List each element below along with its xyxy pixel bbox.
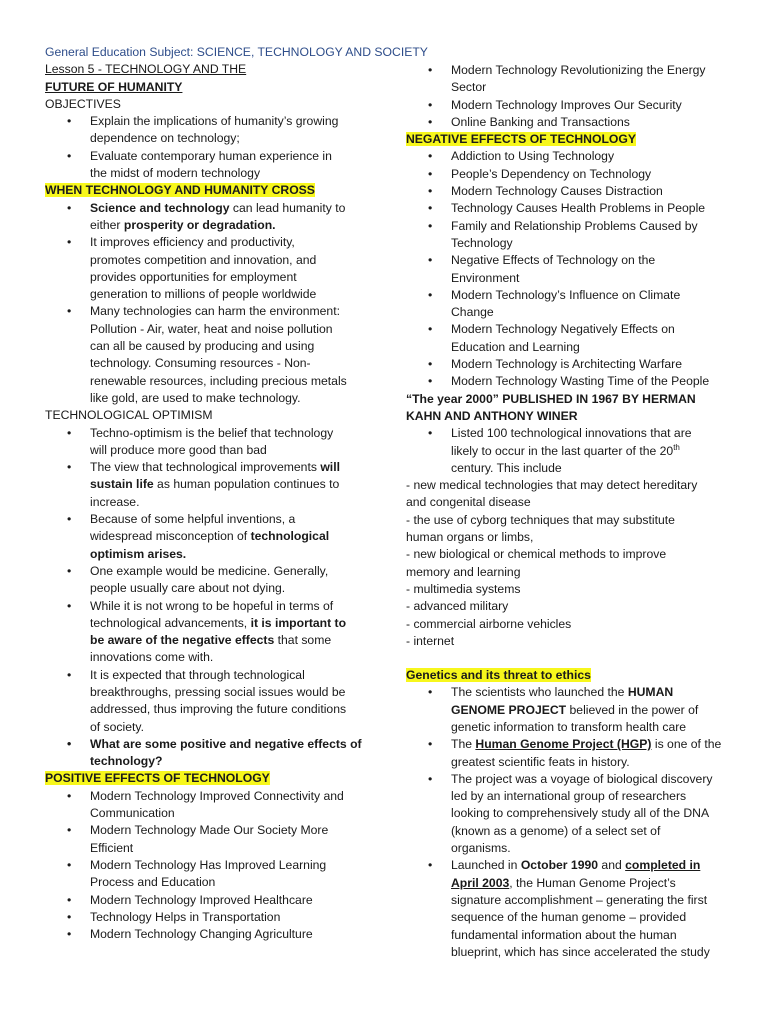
negative-heading: NEGATIVE EFFECTS OF TECHNOLOGY xyxy=(406,132,636,147)
negative-item: • Family and Relationship Problems Caused by Technology xyxy=(406,218,726,253)
positive-item: • Modern Technology Revolutionizing the Energy Sector xyxy=(406,62,726,97)
positive-heading: POSITIVE EFFECTS OF TECHNOLOGY xyxy=(45,771,270,786)
positive-item: • Modern Technology Has Improved Learning Process and Education xyxy=(45,857,375,892)
positive-item: • Technology Helps in Transportation xyxy=(45,909,375,926)
innovation-line: - multimedia systems xyxy=(406,581,521,596)
lesson-title-cont: FUTURE OF HUMANITY xyxy=(45,79,183,94)
genetics-heading: Genetics and its threat to ethics xyxy=(406,668,591,683)
positive-item: • Online Banking and Transactions xyxy=(406,114,726,131)
objective-item: • Explain the implications of humanity’s growing dependence on technology; xyxy=(45,113,375,148)
innovation-line: - internet xyxy=(406,633,455,648)
negative-item: • Technology Causes Health Problems in People xyxy=(406,200,726,217)
objectives-heading: OBJECTIVES xyxy=(45,96,121,111)
cross-item: • Science and technology can lead humanity to either prosperity or degradation. xyxy=(45,200,375,235)
year2000-heading-cont: KAHN AND ANTHONY WINER xyxy=(406,408,578,423)
optimism-item: • Techno-optimism is the belief that technology will produce more good than bad xyxy=(45,425,375,460)
innovation-line: - advanced military xyxy=(406,599,509,614)
left-column xyxy=(45,44,428,943)
year2000-item: • Listed 100 technological innovations that are likely to occur in the last quarter of the 20th century. This include xyxy=(406,425,726,477)
genetics-item: • The Human Genome Project (HGP) is one of the greatest scientific feats in history. xyxy=(406,736,726,771)
positive-item: • Modern Technology Improved Connectivity and Communication xyxy=(45,788,375,823)
innovation-line: - commercial airborne vehicles xyxy=(406,616,572,631)
right-column xyxy=(406,62,726,961)
positive-item: • Modern Technology Made Our Society More Efficient xyxy=(45,822,375,857)
year2000-heading: “The year 2000” PUBLISHED IN 1967 BY HERMAN xyxy=(406,391,696,406)
positive-item: • Modern Technology Changing Agriculture xyxy=(45,926,375,943)
optimism-item: • Because of some helpful inventions, a widespread misconception of technological optimism arises. xyxy=(45,511,375,563)
positive-item: • Modern Technology Improved Healthcare xyxy=(45,892,375,909)
optimism-item: • One example would be medicine. Generally, people usually care about not dying. xyxy=(45,563,375,598)
positive-item: • Modern Technology Improves Our Security xyxy=(406,97,726,114)
optimism-question: • What are some positive and negative effects of technology? xyxy=(45,736,375,771)
negative-item: • Modern Technology’s Influence on Climate Change xyxy=(406,287,726,322)
negative-item: • Modern Technology Negatively Effects on Education and Learning xyxy=(406,321,726,356)
negative-item: • Negative Effects of Technology on the Environment xyxy=(406,252,726,287)
innovation-line: - the use of cyborg techniques that may substitute human organs or limbs, xyxy=(406,512,675,545)
optimism-item: • While it is not wrong to be hopeful in terms of technological advancements, it is important to be aware of the negative effects that some innovations come with. xyxy=(45,598,375,667)
cross-heading: WHEN TECHNOLOGY AND HUMANITY CROSS xyxy=(45,183,315,198)
negative-item: • People’s Dependency on Technology xyxy=(406,166,726,183)
objective-item: • Evaluate contemporary human experience in the midst of modern technology xyxy=(45,148,375,183)
optimism-item: • The view that technological improvements will sustain life as human population continues to increase. xyxy=(45,459,375,511)
cross-item: • It improves efficiency and productivity, promotes competition and innovation, and provides opportunities for employment generation to millions of people worldwide xyxy=(45,234,375,303)
negative-item: • Modern Technology is Architecting Warfare xyxy=(406,356,726,373)
genetics-item: • The project was a voyage of biological discovery led by an international group of researchers looking to comprehensively study all of the DNA (known as a genome) of a select set of organisms. xyxy=(406,771,726,857)
innovation-line: - new medical technologies that may detect hereditary and congenital disease xyxy=(406,478,698,510)
optimism-heading: TECHNOLOGICAL OPTIMISM xyxy=(45,408,213,423)
genetics-item: • The scientists who launched the HUMAN GENOME PROJECT believed in the power of genetic information to transform health care xyxy=(406,684,726,736)
negative-item: • Modern Technology Causes Distraction xyxy=(406,183,726,200)
innovation-line: - new biological or chemical methods to improve memory and learning xyxy=(406,547,667,579)
genetics-item: • Launched in October 1990 and completed in April 2003, the Human Genome Project’s signature accomplishment – generating the first sequence of the human genome – provided fundamental information about the human blueprint, which has since accelerated the study xyxy=(406,857,726,961)
lesson-title: Lesson 5 - TECHNOLOGY AND THE xyxy=(45,62,247,77)
cross-item: • Many technologies can harm the environment: Pollution - Air, water, heat and noise pollution can all be caused by producing and using technology. Consuming resources - Non- renewable resources, including precious metals like gold, are used to make technology. xyxy=(45,303,375,407)
negative-item: • Addiction to Using Technology xyxy=(406,148,726,165)
optimism-item: • It is expected that through technological breakthroughs, pressing social issues would be addressed, thus improving the future conditions of society. xyxy=(45,667,375,736)
negative-item: • Modern Technology Wasting Time of the People xyxy=(406,373,726,390)
subject-title: General Education Subject: SCIENCE, TECHNOLOGY AND SOCIETY xyxy=(45,45,428,59)
